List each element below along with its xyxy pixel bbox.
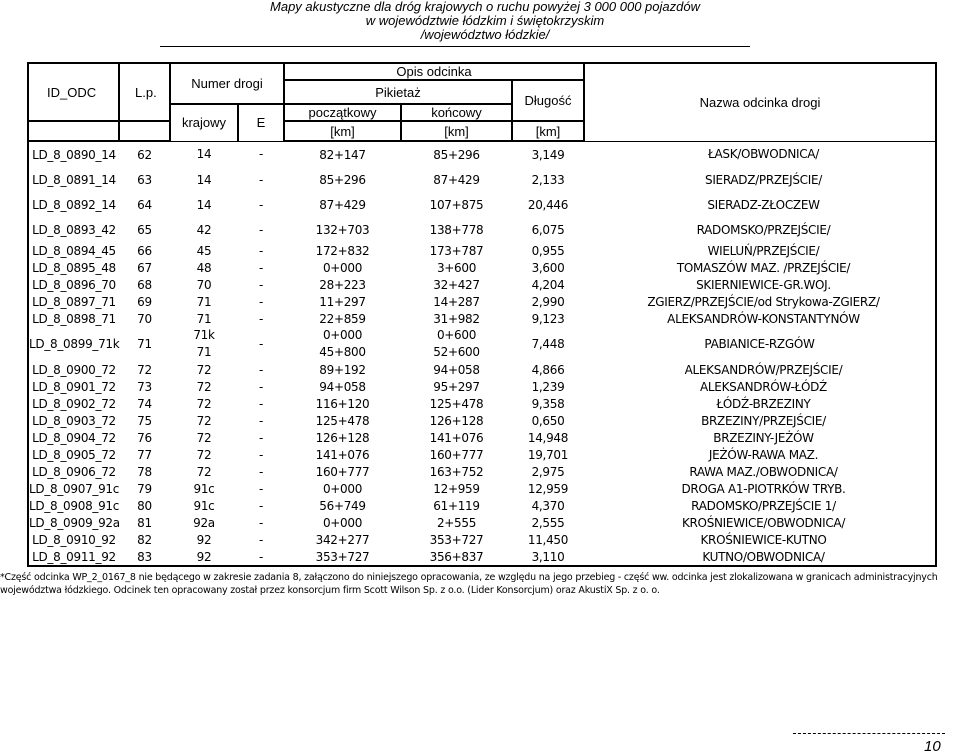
- row-name: RADOMSKO/PRZEJŚCIE/: [584, 217, 936, 242]
- row-id: LD_8_0907_91c: [29, 481, 120, 496]
- footnote: [0, 571, 950, 597]
- row-lp: 82: [137, 532, 152, 547]
- row-end: 173+787: [429, 243, 484, 258]
- row-length: 7,448: [531, 337, 565, 351]
- row-krajowy: 14: [196, 147, 212, 162]
- row-krajowy: 92: [170, 548, 238, 566]
- row-id: LD_8_0910_92: [28, 531, 119, 548]
- header-km-end: [km]: [401, 121, 512, 141]
- row-e: -: [258, 413, 264, 428]
- row-lp: 63: [137, 172, 152, 187]
- table-row: [28, 192, 936, 217]
- row-name: KROŚNIEWICE/OBWODNICA/: [584, 514, 936, 531]
- row-e: -: [258, 222, 264, 237]
- row-end: 141+076: [429, 430, 484, 445]
- row-e: -: [258, 481, 264, 496]
- row-end: 107+875: [429, 197, 484, 212]
- row-lp: 78: [137, 464, 152, 479]
- header-rule: [160, 46, 750, 47]
- row-e: -: [258, 532, 264, 547]
- row-id: LD_8_0903_72: [28, 412, 119, 429]
- header-e: E: [238, 104, 284, 141]
- row-id: LD_8_0896_70: [28, 276, 119, 293]
- row-start: 0+000: [322, 515, 363, 530]
- row-name: JEŻÓW-RAWA MAZ.: [584, 446, 936, 463]
- row-e: -: [258, 362, 264, 377]
- row-end: 163+752: [429, 464, 484, 479]
- row-end: [401, 327, 512, 361]
- row-id: LD_8_0901_72: [28, 378, 119, 395]
- row-krajowy: 70: [196, 277, 212, 292]
- table-row: [28, 497, 936, 514]
- row-id: LD_8_0895_48: [28, 259, 119, 276]
- row-start-line-1: 0+000: [322, 328, 363, 342]
- row-id: LD_8_0900_72: [28, 361, 119, 378]
- row-name: ALEKSANDRÓW-ŁÓDŹ: [584, 378, 936, 395]
- row-start: 87+429: [319, 197, 366, 212]
- row-name: BRZEZINY/PRZEJŚCIE/: [584, 412, 936, 429]
- table-row: [28, 429, 936, 446]
- row-e: -: [238, 548, 284, 566]
- row-name: ALEKSANDRÓW-KONSTANTYNÓW: [584, 310, 936, 327]
- row-start: 160+777: [315, 464, 370, 479]
- row-length: 4,866: [531, 362, 565, 377]
- row-end: 94+058: [433, 362, 480, 377]
- table-row: [28, 446, 936, 463]
- row-e: -: [258, 311, 264, 326]
- row-krajowy: 42: [196, 222, 212, 237]
- table-row: [28, 293, 936, 310]
- table-row: [28, 480, 936, 497]
- header-empty: [28, 121, 119, 141]
- row-end: 353+727: [429, 532, 484, 547]
- row-krajowy: 45: [196, 243, 212, 258]
- row-id: LD_8_0892_14: [28, 192, 119, 217]
- header-opis-odcinka: Opis odcinka: [284, 63, 584, 80]
- header-dlugosc: Długość: [512, 80, 584, 121]
- row-lp: 83: [119, 548, 170, 566]
- row-krajowy: 71: [196, 294, 212, 309]
- table-row: [28, 167, 936, 192]
- row-id: LD_8_0906_72: [28, 463, 119, 480]
- row-length: 14,948: [527, 430, 569, 445]
- row-start: 94+058: [319, 379, 366, 394]
- table-row: [28, 548, 936, 566]
- table-row: [28, 463, 936, 480]
- row-name: ŁASK/OBWODNICA/: [584, 141, 936, 167]
- row-lp: 69: [137, 294, 152, 309]
- row-end: 95+297: [433, 379, 480, 394]
- row-length: 4,204: [531, 277, 565, 292]
- row-e: -: [258, 337, 264, 351]
- row-krajowy: 72: [196, 464, 212, 479]
- row-start: 85+296: [319, 172, 366, 187]
- row-start: 0+000: [322, 260, 363, 275]
- row-length: 0,955: [531, 243, 565, 258]
- row-krajowy: 72: [196, 362, 212, 377]
- row-e: -: [258, 379, 264, 394]
- row-lp: 64: [137, 197, 152, 212]
- row-end: 87+429: [433, 172, 480, 187]
- row-start: [284, 327, 401, 361]
- row-end: 138+778: [429, 222, 484, 237]
- row-end-line-1: 0+600: [436, 328, 477, 342]
- row-krajowy: 72: [196, 447, 212, 462]
- row-end: 2+555: [436, 515, 477, 530]
- row-length: 3,110: [512, 548, 584, 566]
- row-start: 116+120: [315, 396, 370, 411]
- row-krajowy: 72: [196, 430, 212, 445]
- row-name: KROŚNIEWICE-KUTNO: [584, 531, 936, 548]
- table-row: [28, 395, 936, 412]
- row-e: -: [258, 430, 264, 445]
- row-name: SIERADZ/PRZEJŚCIE/: [584, 167, 936, 192]
- row-lp: 68: [137, 277, 152, 292]
- row-name: ŁÓDŹ-BRZEZINY: [584, 395, 936, 412]
- row-lp: 81: [137, 515, 152, 530]
- row-krajowy: 72: [196, 413, 212, 428]
- row-start: 132+703: [315, 222, 370, 237]
- page-number: 10: [924, 738, 941, 755]
- row-start: 82+147: [319, 147, 366, 162]
- row-name: SKIERNIEWICE-GR.WOJ.: [584, 276, 936, 293]
- row-length: 20,446: [527, 197, 569, 212]
- row-length: 12,959: [527, 481, 569, 496]
- row-id: LD_8_0897_71: [28, 293, 119, 310]
- row-e: -: [258, 294, 264, 309]
- row-end: 160+777: [429, 447, 484, 462]
- row-length: 2,975: [531, 464, 565, 479]
- row-e: -: [258, 260, 264, 275]
- row-lp: 74: [137, 396, 152, 411]
- row-id: LD_8_0891_14: [28, 167, 119, 192]
- row-end: 85+296: [433, 147, 480, 162]
- table-row: [28, 217, 936, 242]
- table-row: [28, 327, 936, 361]
- row-end: 356+837: [401, 548, 512, 566]
- row-start: 22+859: [319, 311, 366, 326]
- header-empty-2: [119, 121, 170, 141]
- row-length: 4,370: [531, 498, 565, 513]
- row-id: LD_8_0898_71: [28, 310, 119, 327]
- header-line-1: Mapy akustyczne dla dróg krajowych o ruchu powyżej 3 000 000 pojazdów: [270, 0, 700, 14]
- row-lp: 73: [137, 379, 152, 394]
- row-end: 61+119: [433, 498, 480, 513]
- table-row: [28, 276, 936, 293]
- row-length: 9,123: [531, 311, 565, 326]
- footnote-text: WP_2_0167_8 nie będącego w zakresie zadania 8, załączono do niniejszego opracowania, ze względu na jego przebieg - część ww. odcinka jest zlokalizowana w granicach administracyjnych województwa łódzkiego. Odcinek ten opracowany został przez konsorcjum firm Scott Wilson Sp. z o.o. (Lider Konsorcjum) oraz AkustiX Sp. z o. o.: [0, 572, 938, 596]
- row-end: 126+128: [429, 413, 484, 428]
- row-length: 9,358: [531, 396, 565, 411]
- row-e: -: [258, 464, 264, 479]
- header-km-length: [km]: [512, 121, 584, 141]
- row-e: -: [258, 515, 264, 530]
- row-lp: 65: [137, 222, 152, 237]
- row-start: 141+076: [315, 447, 370, 462]
- row-name: TOMASZÓW MAZ. /PRZEJŚCIE/: [584, 259, 936, 276]
- header-koncowy: końcowy: [401, 104, 512, 121]
- header-line-3: /województwo łódzkie/: [420, 27, 550, 42]
- row-name: PABIANICE-RZGÓW: [584, 327, 936, 361]
- row-id: LD_8_0890_14: [28, 141, 119, 167]
- header-pikietaz: Pikietaż: [284, 80, 512, 104]
- row-start: 342+277: [315, 532, 370, 547]
- row-krajowy-line-2: 71: [196, 345, 212, 359]
- header-krajowy: krajowy: [170, 104, 238, 141]
- row-length: 1,239: [531, 379, 565, 394]
- row-lp: 80: [137, 498, 152, 513]
- row-length: 0,650: [531, 413, 565, 428]
- row-length: 3,600: [531, 260, 565, 275]
- row-name: WIELUŃ/PRZEJŚCIE/: [584, 242, 936, 259]
- row-krajowy: [170, 327, 238, 361]
- table-row: [28, 514, 936, 531]
- row-lp: 79: [137, 481, 152, 496]
- row-end: 31+982: [433, 311, 480, 326]
- row-e: -: [258, 172, 264, 187]
- row-lp: 75: [137, 413, 152, 428]
- header-line-2: w województwie łódzkim i świętokrzyskim: [365, 13, 605, 28]
- table-body: [28, 141, 936, 566]
- row-e: -: [258, 147, 264, 162]
- header-nazwa: Nazwa odcinka drogi: [584, 63, 936, 141]
- row-name: KUTNO/OBWODNICA/: [584, 548, 936, 566]
- table-row: [28, 310, 936, 327]
- row-krajowy-line-1: 71k: [193, 328, 215, 342]
- table-row: [28, 412, 936, 429]
- row-name: DROGA A1-PIOTRKÓW TRYB.: [584, 480, 936, 497]
- row-length: 19,701: [527, 447, 569, 462]
- row-end: 14+287: [433, 294, 480, 309]
- row-id: LD_8_0908_91c: [29, 498, 120, 513]
- row-end: 32+427: [433, 277, 480, 292]
- row-start: 56+749: [319, 498, 366, 513]
- header-id-odc: ID_ODC: [28, 63, 119, 121]
- row-start: 172+832: [315, 243, 370, 258]
- header-poczatkowy: początkowy: [284, 104, 401, 121]
- row-start: 353+727: [284, 548, 401, 566]
- row-id: LD_8_0905_72: [28, 446, 119, 463]
- road-sections-table: [27, 62, 937, 567]
- row-e: -: [258, 447, 264, 462]
- row-name: SIERADZ-ZŁOCZEW: [584, 192, 936, 217]
- row-krajowy: 14: [196, 172, 212, 187]
- row-length: 11,450: [527, 532, 569, 547]
- row-id: LD_8_0911_92: [28, 548, 119, 566]
- row-length: 2,555: [531, 515, 565, 530]
- row-length: 6,075: [531, 222, 565, 237]
- row-end: 12+959: [433, 481, 480, 496]
- table-row: [28, 531, 936, 548]
- row-id: LD_8_0909_92a: [29, 515, 120, 530]
- row-start: 0+000: [322, 481, 363, 496]
- row-krajowy: 72: [196, 396, 212, 411]
- row-name: RAWA MAZ./OBWODNICA/: [584, 463, 936, 480]
- row-e: -: [258, 396, 264, 411]
- row-lp: 77: [137, 447, 152, 462]
- header-lp: L.p.: [119, 63, 170, 121]
- header-km-start: [km]: [284, 121, 401, 141]
- page-number-rule: [793, 733, 945, 734]
- row-lp: 71: [137, 337, 152, 351]
- row-name: BRZEZINY-JEŻÓW: [584, 429, 936, 446]
- table-row: [28, 259, 936, 276]
- row-end-line-2: 52+600: [433, 345, 480, 359]
- row-lp: 67: [137, 260, 152, 275]
- table-row: [28, 242, 936, 259]
- row-id: LD_8_0904_72: [28, 429, 119, 446]
- row-id: LD_8_0894_45: [28, 242, 119, 259]
- table-row: [28, 141, 936, 167]
- row-length: 2,990: [531, 294, 565, 309]
- row-length: 2,133: [531, 172, 565, 187]
- row-krajowy: 92a: [193, 515, 215, 530]
- row-start: 89+192: [319, 362, 366, 377]
- row-krajowy: 72: [196, 379, 212, 394]
- table-row: [28, 378, 936, 395]
- row-lp: 62: [137, 147, 152, 162]
- row-krajowy: 48: [196, 260, 212, 275]
- row-start-line-2: 45+800: [319, 345, 366, 359]
- row-start: 125+478: [315, 413, 370, 428]
- table-header: [28, 63, 936, 141]
- row-start: 126+128: [315, 430, 370, 445]
- row-krajowy: 91c: [193, 481, 215, 496]
- row-name: RADOMSKO/PRZEJŚCIE 1/: [584, 497, 936, 514]
- row-e: -: [258, 197, 264, 212]
- row-start: 28+223: [319, 277, 366, 292]
- row-krajowy: 71: [196, 311, 212, 326]
- row-krajowy: 92: [196, 532, 212, 547]
- row-id: LD_8_0902_72: [28, 395, 119, 412]
- row-end: 125+478: [429, 396, 484, 411]
- row-e: -: [258, 498, 264, 513]
- row-id: LD_8_0899_71k: [28, 327, 119, 361]
- footnote-prefix: *Część odcinka: [0, 572, 70, 583]
- row-length: 3,149: [531, 147, 565, 162]
- row-id: LD_8_0893_42: [28, 217, 119, 242]
- row-lp: 70: [137, 311, 152, 326]
- row-name: ZGIERZ/PRZEJŚCIE/od Strykowa-ZGIERZ/: [584, 293, 936, 310]
- header-numer-drogi: Numer drogi: [170, 63, 284, 104]
- row-name: ALEKSANDRÓW/PRZEJŚCIE/: [584, 361, 936, 378]
- row-lp: 76: [137, 430, 152, 445]
- table-row: [28, 361, 936, 378]
- row-e: -: [258, 277, 264, 292]
- row-start: 11+297: [319, 294, 366, 309]
- row-lp: 66: [137, 243, 152, 258]
- row-e: -: [258, 243, 264, 258]
- row-krajowy: 91c: [193, 498, 215, 513]
- row-krajowy: 14: [196, 197, 212, 212]
- row-lp: 72: [137, 362, 152, 377]
- row-end: 3+600: [436, 260, 477, 275]
